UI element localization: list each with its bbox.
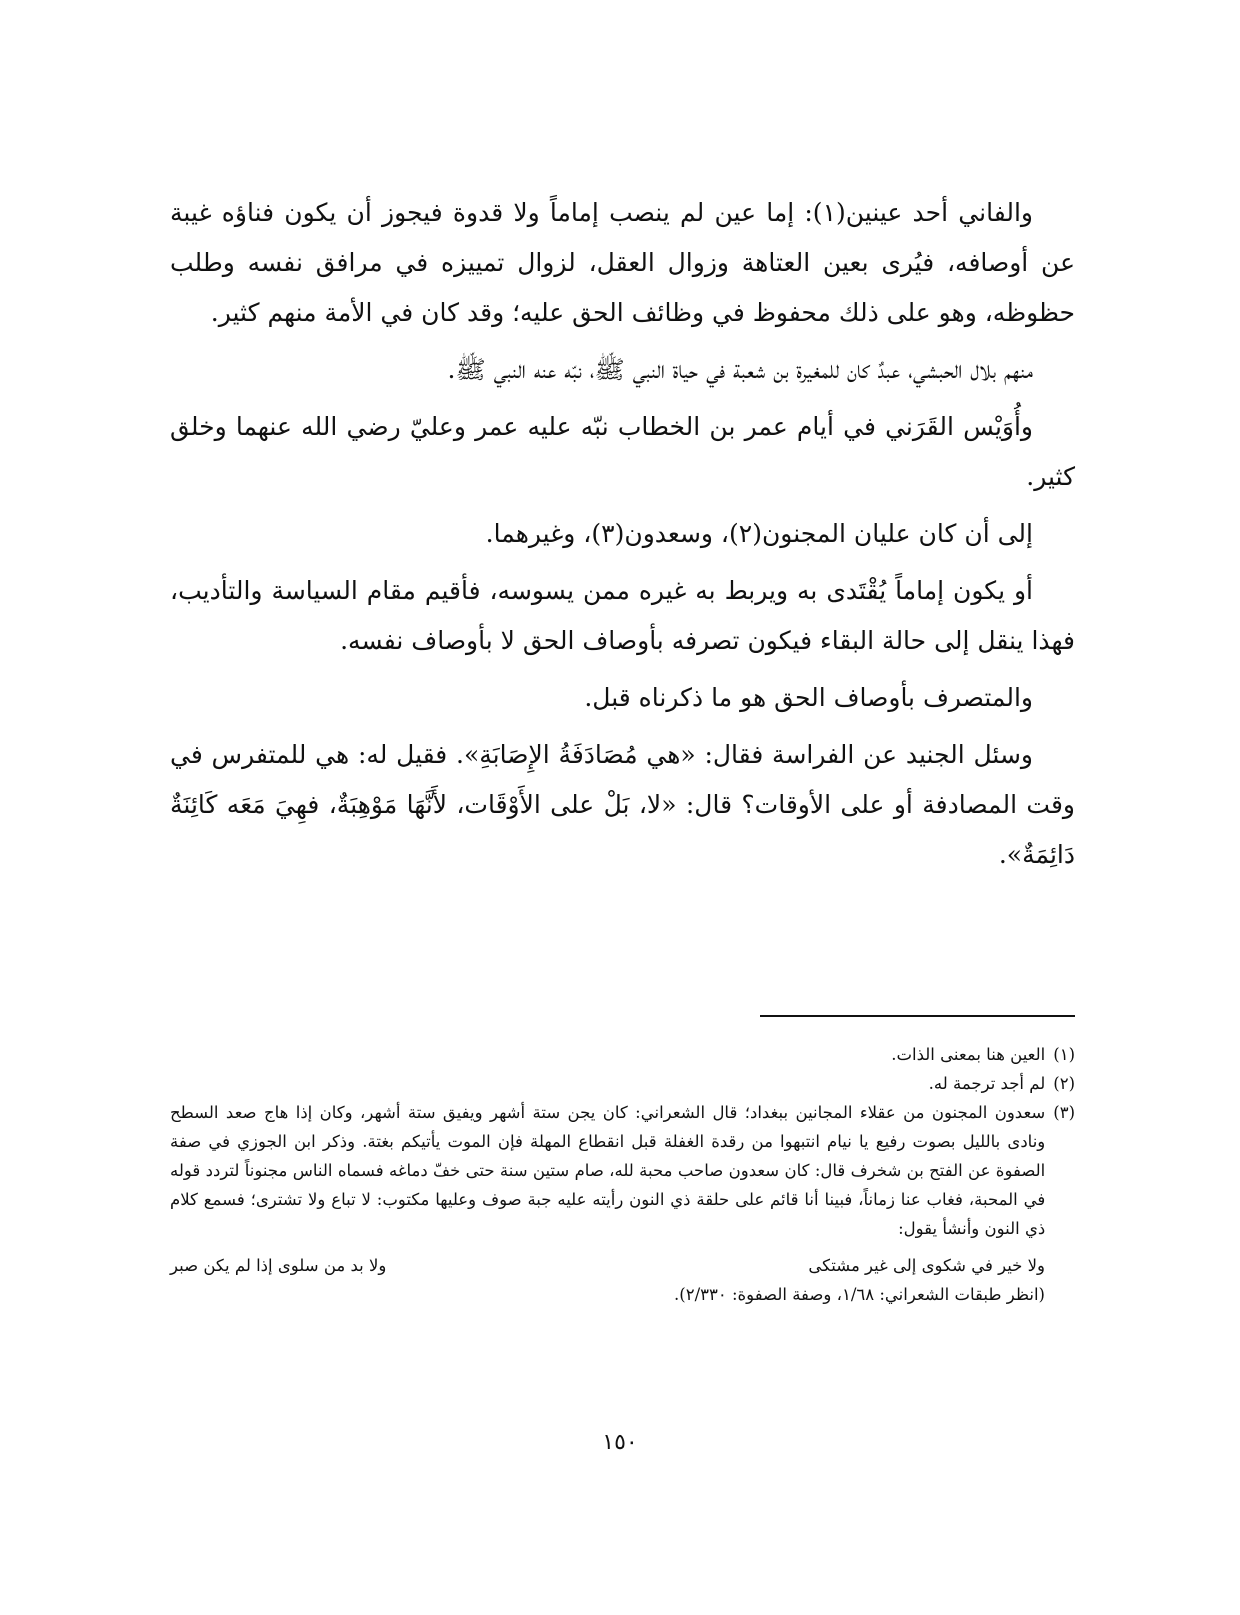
footnote-number: (١)	[1053, 1045, 1075, 1064]
footnote-separator	[760, 1015, 1075, 1017]
poem-verse	[170, 1251, 1075, 1280]
paragraph: وسئل الجنيد عن الفراسة فقال: «هي مُصَادَفَةُ الإِصَابَةِ». فقيل له: هي للمتفرس في وقت المصادفة أو على الأوقات؟ قال: «لا، بَلْ على الأَوْقَات، لأَنَّهَا مَوْهِبَةٌ، فهِيَ مَعَه كَائِنَةٌ دَائِمَةٌ».	[170, 740, 1075, 869]
paragraph: إلى أن كان عليان المجنون(٢)، وسعدون(٣)، وغيرهما.	[485, 519, 1033, 548]
poem-hemistich-2: ولا بد من سلوى إذا لم يكن صبر	[170, 1256, 387, 1275]
footnote-1	[170, 1040, 1075, 1069]
footnote-source: (انظر طبقات الشعراني: ١/٦٨، وصفة الصفوة: ٢/٣٣٠).	[674, 1285, 1045, 1304]
paragraph: وأُوَيْس القَرَني في أيام عمر بن الخطاب نبّه عليه عمر وعليّ رضي الله عنهما وخلق كثير.	[170, 412, 1075, 491]
footnote-3	[170, 1098, 1075, 1243]
footnote-2	[170, 1069, 1075, 1098]
footnote-number: (٢)	[1053, 1074, 1075, 1093]
footnotes	[170, 1040, 1075, 1309]
paragraph: منهم بلال الحبشي، عبدٌ كان للمغيرة بن شعبة في حياة النبي ﷺ، نبّه عنه النبي ﷺ.	[447, 355, 1033, 384]
footnote-number: (٣)	[1053, 1103, 1075, 1122]
main-text	[170, 188, 1075, 887]
footnote-text: لم أجد ترجمة له.	[928, 1074, 1046, 1093]
footnote-text: العين هنا بمعنى الذات.	[891, 1045, 1046, 1064]
poem-hemistich-1: ولا خير في شكوى إلى غير مشتكى	[808, 1256, 1045, 1275]
paragraph: أو يكون إماماً يُقْتَدى به ويربط به غيره ممن يسوسه، فأقيم مقام السياسة والتأديب، فهذا ينقل إلى حالة البقاء فيكون تصرفه بأوصاف الحق لا بأوصاف نفسه.	[170, 576, 1075, 655]
footnote-text: سعدون المجنون من عقلاء المجانين ببغداد؛ قال الشعراني: كان يجن ستة أشهر ويفيق ستة أشهر، وكان إذا هاج صعد السطح ونادى بالليل بصوت رفيع يا نيام انتبهوا من رقدة الغفلة قبل انقطاع المهلة فإن الموت يأتيكم بغتة. وذكر ابن الجوزي في صفة الصفوة عن الفتح بن شخرف قال: كان سعدون صاحب محبة لله، صام ستين سنة حتى خفّ دماغه فسماه الناس مجنوناً لتردد قوله في المحبة، فغاب عنا زماناً، فبينا أنا قائم على حلقة ذي النون رأيته عليه جبة صوف وعليها مكتوب: لا تباع ولا تشترى؛ فسمع كلام ذي النون وأنشأ يقول:	[170, 1103, 1046, 1238]
paragraph: والفاني أحد عينين(١): إما عين لم ينصب إماماً ولا قدوة فيجوز أن يكون فناؤه غيبة عن أوصافه، فيُرى بعين العتاهة وزوال العقل، لزوال تمييزه في مرافق نفسه وطلب حظوظه، وهو على ذلك محفوظ في وظائف الحق عليه؛ وقد كان في الأمة منهم كثير.	[170, 198, 1075, 327]
page-number: ١٥٠	[602, 1430, 638, 1455]
paragraph: والمتصرف بأوصاف الحق هو ما ذكرناه قبل.	[584, 683, 1033, 712]
